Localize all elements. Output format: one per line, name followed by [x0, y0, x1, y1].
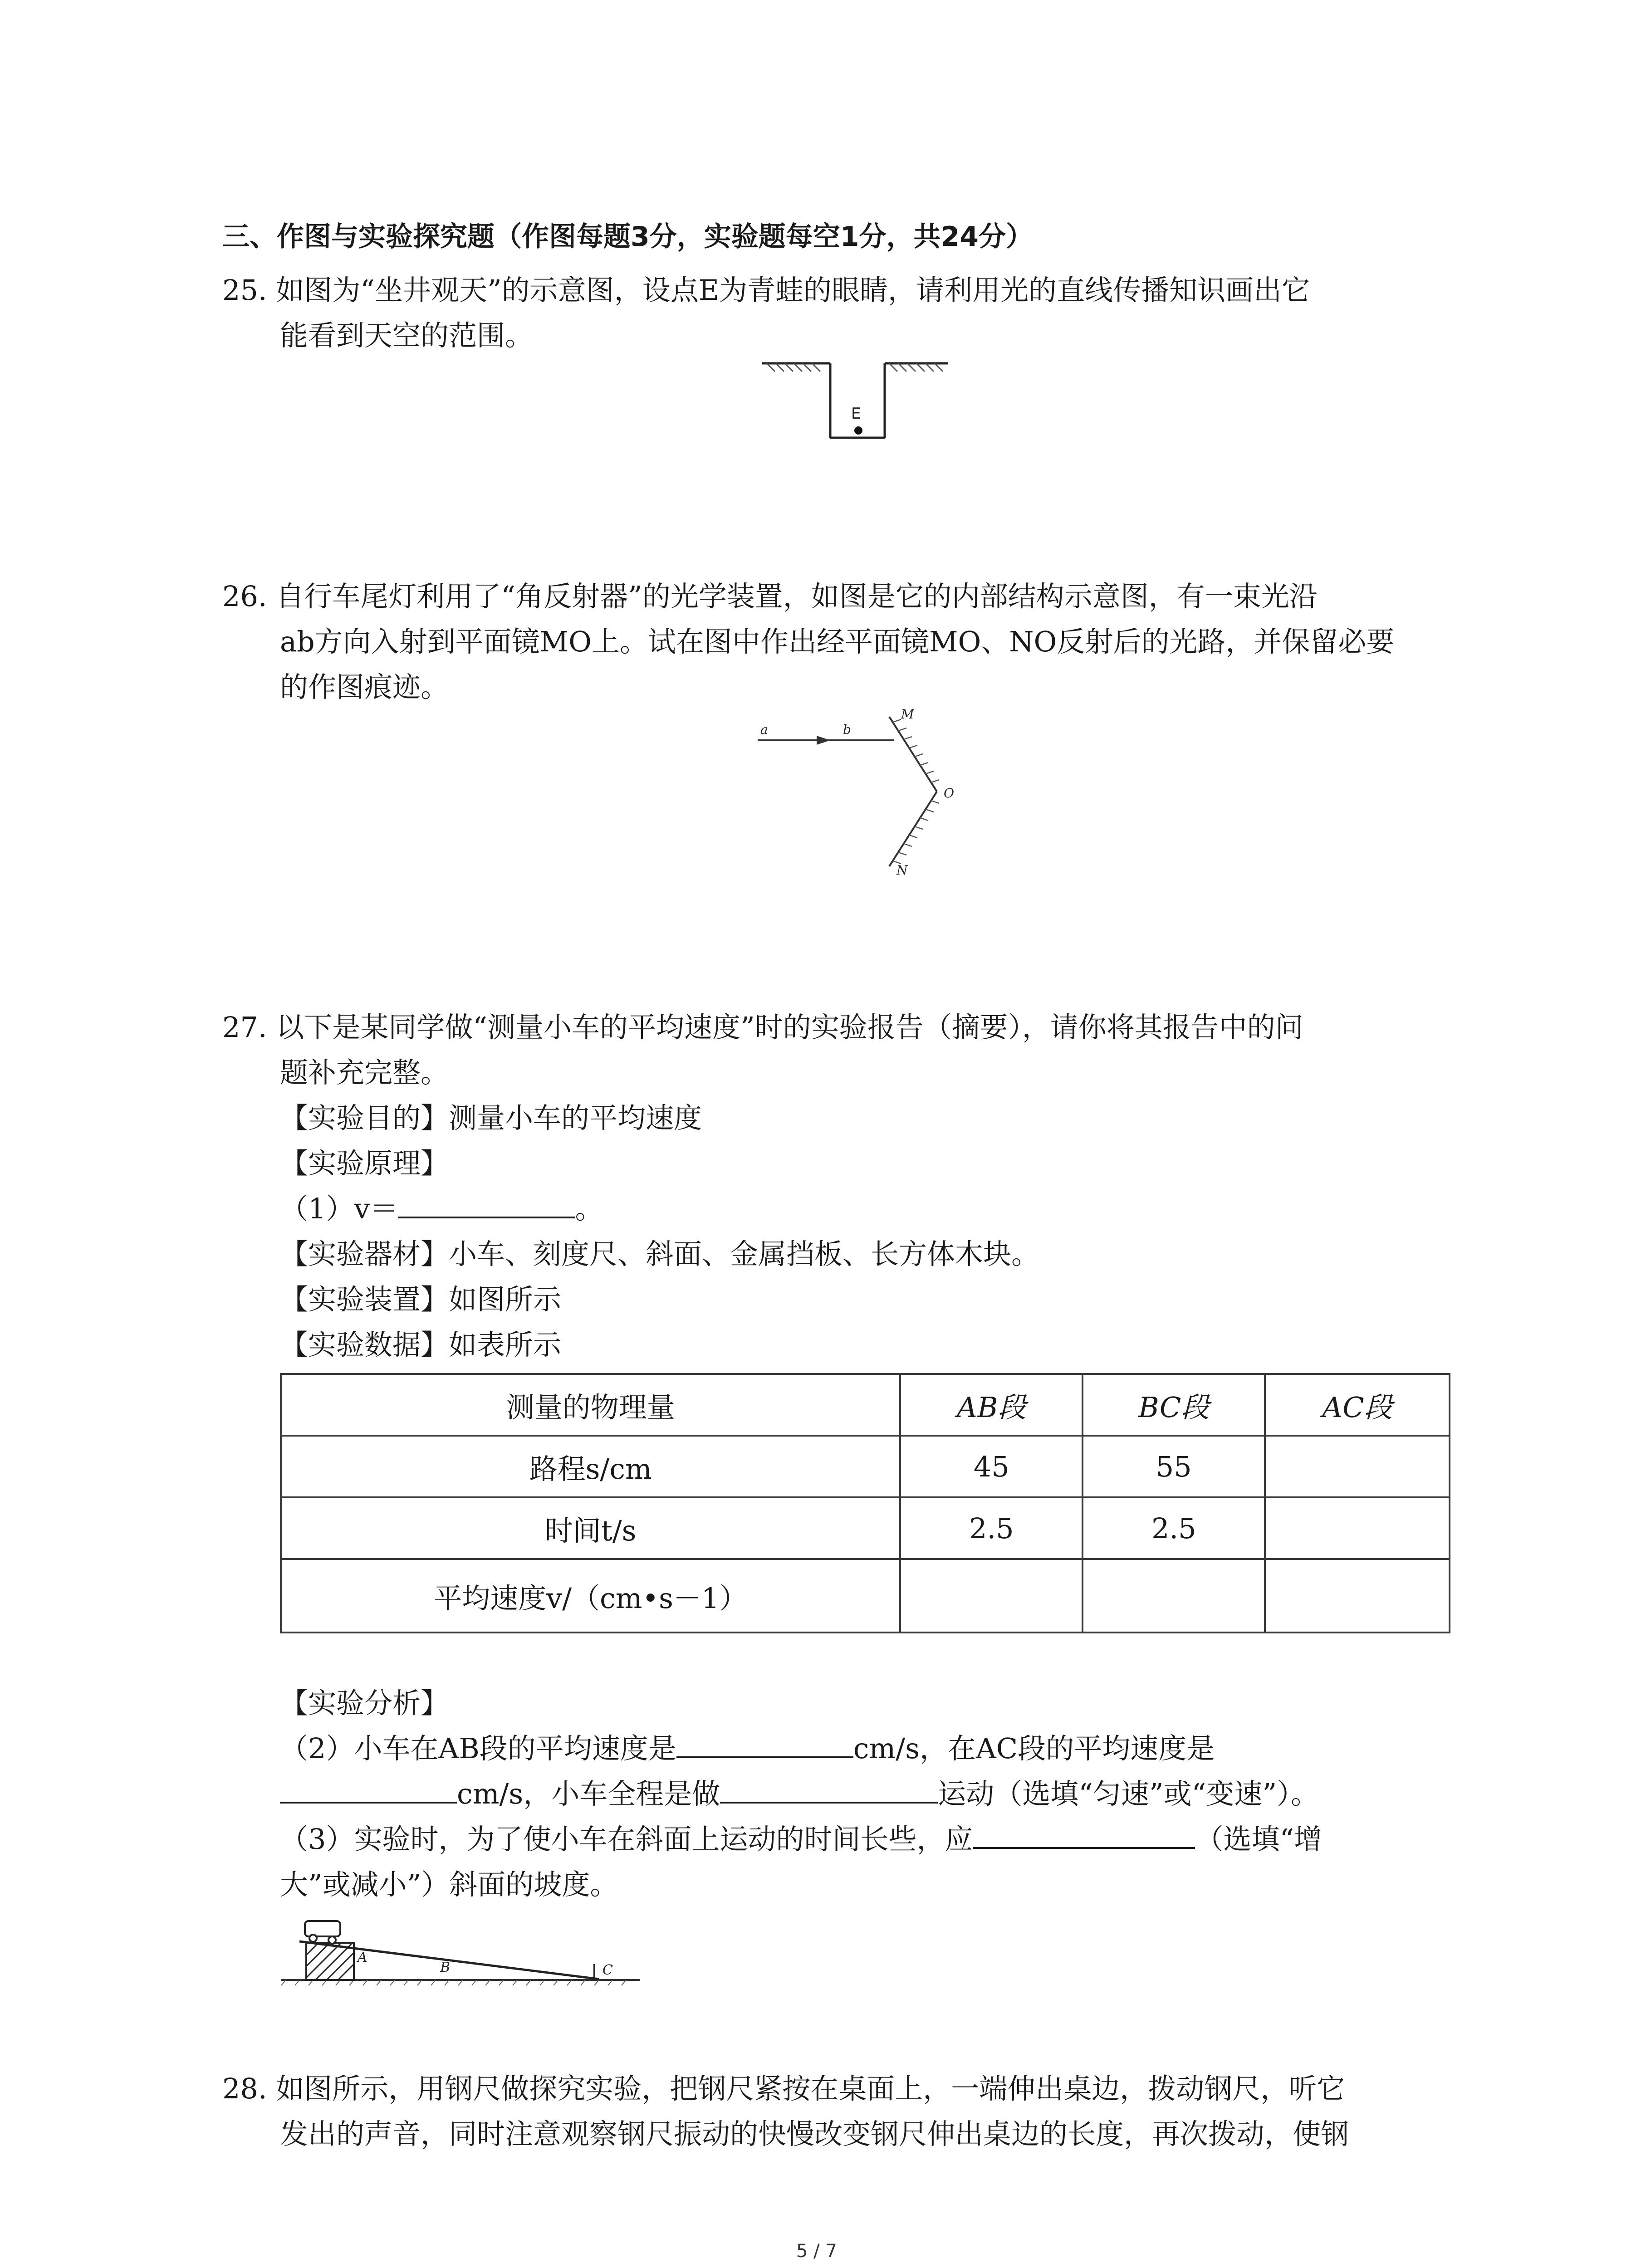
q26-label-b: b	[843, 722, 851, 737]
q27-p3-line2: 大”或减小”）斜面的坡度。	[280, 1868, 618, 1901]
section-heading: 三、作图与实验探究题（作图每题3分，实验题每空1分，共24分）	[222, 221, 1033, 253]
q27-data-heading: 【实验数据】如表所示	[280, 1328, 562, 1361]
table-cell: 55	[1083, 1436, 1265, 1497]
q27-purpose: 【实验目的】测量小车的平均速度	[280, 1101, 702, 1134]
q26-label-n: N	[896, 863, 908, 875]
table-cell-answer[interactable]	[900, 1559, 1083, 1633]
q28-line1: 28. 如图所示，用钢尺做探究实验，把钢尺紧按在桌面上，一端伸出桌边，拨动钢尺，听它	[222, 2072, 1345, 2105]
table-header-cell: AC段	[1265, 1374, 1450, 1436]
q26-label-o: O	[944, 786, 954, 801]
table-row	[281, 1559, 1450, 1633]
q27-p2-line1	[280, 1726, 1215, 1771]
incident-arrow	[817, 736, 830, 745]
q27-incline-figure	[281, 1916, 644, 1989]
q27-label-a: A	[358, 1950, 367, 1965]
answer-blank-ac-speed[interactable]	[280, 1774, 457, 1804]
q27-p1	[280, 1186, 603, 1232]
q27-apparatus: 【实验装置】如图所示	[280, 1283, 562, 1316]
q28-line2: 发出的声音，同时注意观察钢尺振动的快慢改变钢尺伸出桌边的长度，再次拨动，使钢	[280, 2117, 1349, 2151]
q27-p3-b: （选填“增	[1195, 1823, 1323, 1856]
q26-reflector-figure	[753, 708, 989, 875]
q27-p1-suffix: 。	[575, 1192, 603, 1225]
table-cell: 2.5	[1083, 1497, 1265, 1559]
answer-blank-ab-speed[interactable]	[676, 1728, 853, 1758]
q27-p2-a: （2）小车在AB段的平均速度是	[280, 1732, 676, 1765]
q27-p2-d: 运动（选填“匀速”或“变速”）。	[938, 1777, 1319, 1810]
table-header-cell: AB段	[900, 1374, 1083, 1436]
table-cell: 2.5	[900, 1497, 1083, 1559]
answer-blank-velocity-formula[interactable]	[398, 1188, 575, 1218]
table-cell: 平均速度v/（cm•s－1）	[281, 1559, 900, 1633]
q25-label-e: E	[851, 405, 861, 423]
table-cell-answer[interactable]	[1265, 1497, 1450, 1559]
answer-blank-motion-type[interactable]	[720, 1774, 938, 1804]
q27-equipment: 【实验器材】小车、刻度尺、斜面、金属挡板、长方体木块。	[280, 1237, 1040, 1271]
q27-p1-prefix: （1）v＝	[280, 1192, 398, 1225]
toy-cart	[305, 1921, 340, 1944]
q27-p2-b: cm/s，在AC段的平均速度是	[853, 1732, 1215, 1765]
q26-label-m: M	[901, 708, 914, 722]
table-row	[281, 1436, 1450, 1497]
q27-line1: 27. 以下是某同学做“测量小车的平均速度”时的实验报告（摘要），请你将其报告中的问	[222, 1011, 1303, 1044]
table-header-cell: 测量的物理量	[281, 1374, 900, 1436]
table-header-row	[281, 1374, 1450, 1436]
q26-line1: 26. 自行车尾灯利用了“角反射器”的光学装置，如图是它的内部结构示意图，有一束光沿	[222, 580, 1318, 613]
q25-line1: 25. 如图为“坐井观天”的示意图，设点E为青蛙的眼睛，请利用光的直线传播知识画出它	[222, 274, 1310, 307]
q27-p3-line1	[280, 1817, 1322, 1862]
q27-label-b: B	[440, 1960, 451, 1975]
q27-line2: 题补充完整。	[280, 1056, 449, 1089]
table-cell-answer[interactable]	[1265, 1559, 1450, 1633]
q26-label-a: a	[760, 722, 768, 737]
q25-well-figure	[762, 356, 953, 447]
q27-principle: 【实验原理】	[280, 1147, 449, 1180]
answer-blank-slope[interactable]	[973, 1819, 1195, 1849]
frog-eye-point	[854, 426, 862, 435]
q26-line3: 的作图痕迹。	[280, 670, 449, 704]
page-number: 5 / 7	[796, 2241, 837, 2262]
q27-p2-c: cm/s，小车全程是做	[457, 1777, 720, 1810]
q27-p2-line2	[280, 1771, 1319, 1817]
table-cell-answer[interactable]	[1265, 1436, 1450, 1497]
table-cell-answer[interactable]	[1083, 1559, 1265, 1633]
q26-line2: ab方向入射到平面镜MO上。试在图中作出经平面镜MO、NO反射后的光路，并保留必要	[280, 625, 1395, 658]
q27-data-table	[280, 1373, 1450, 1633]
q27-p3-a: （3）实验时，为了使小车在斜面上运动的时间长些，应	[280, 1823, 973, 1856]
q27-analysis: 【实验分析】	[280, 1686, 449, 1720]
table-row	[281, 1497, 1450, 1559]
table-cell: 路程s/cm	[281, 1436, 900, 1497]
table-header-cell: BC段	[1083, 1374, 1265, 1436]
table-cell: 时间t/s	[281, 1497, 900, 1559]
q25-line2: 能看到天空的范围。	[280, 319, 534, 352]
q27-label-c: C	[603, 1962, 613, 1978]
table-cell: 45	[900, 1436, 1083, 1497]
